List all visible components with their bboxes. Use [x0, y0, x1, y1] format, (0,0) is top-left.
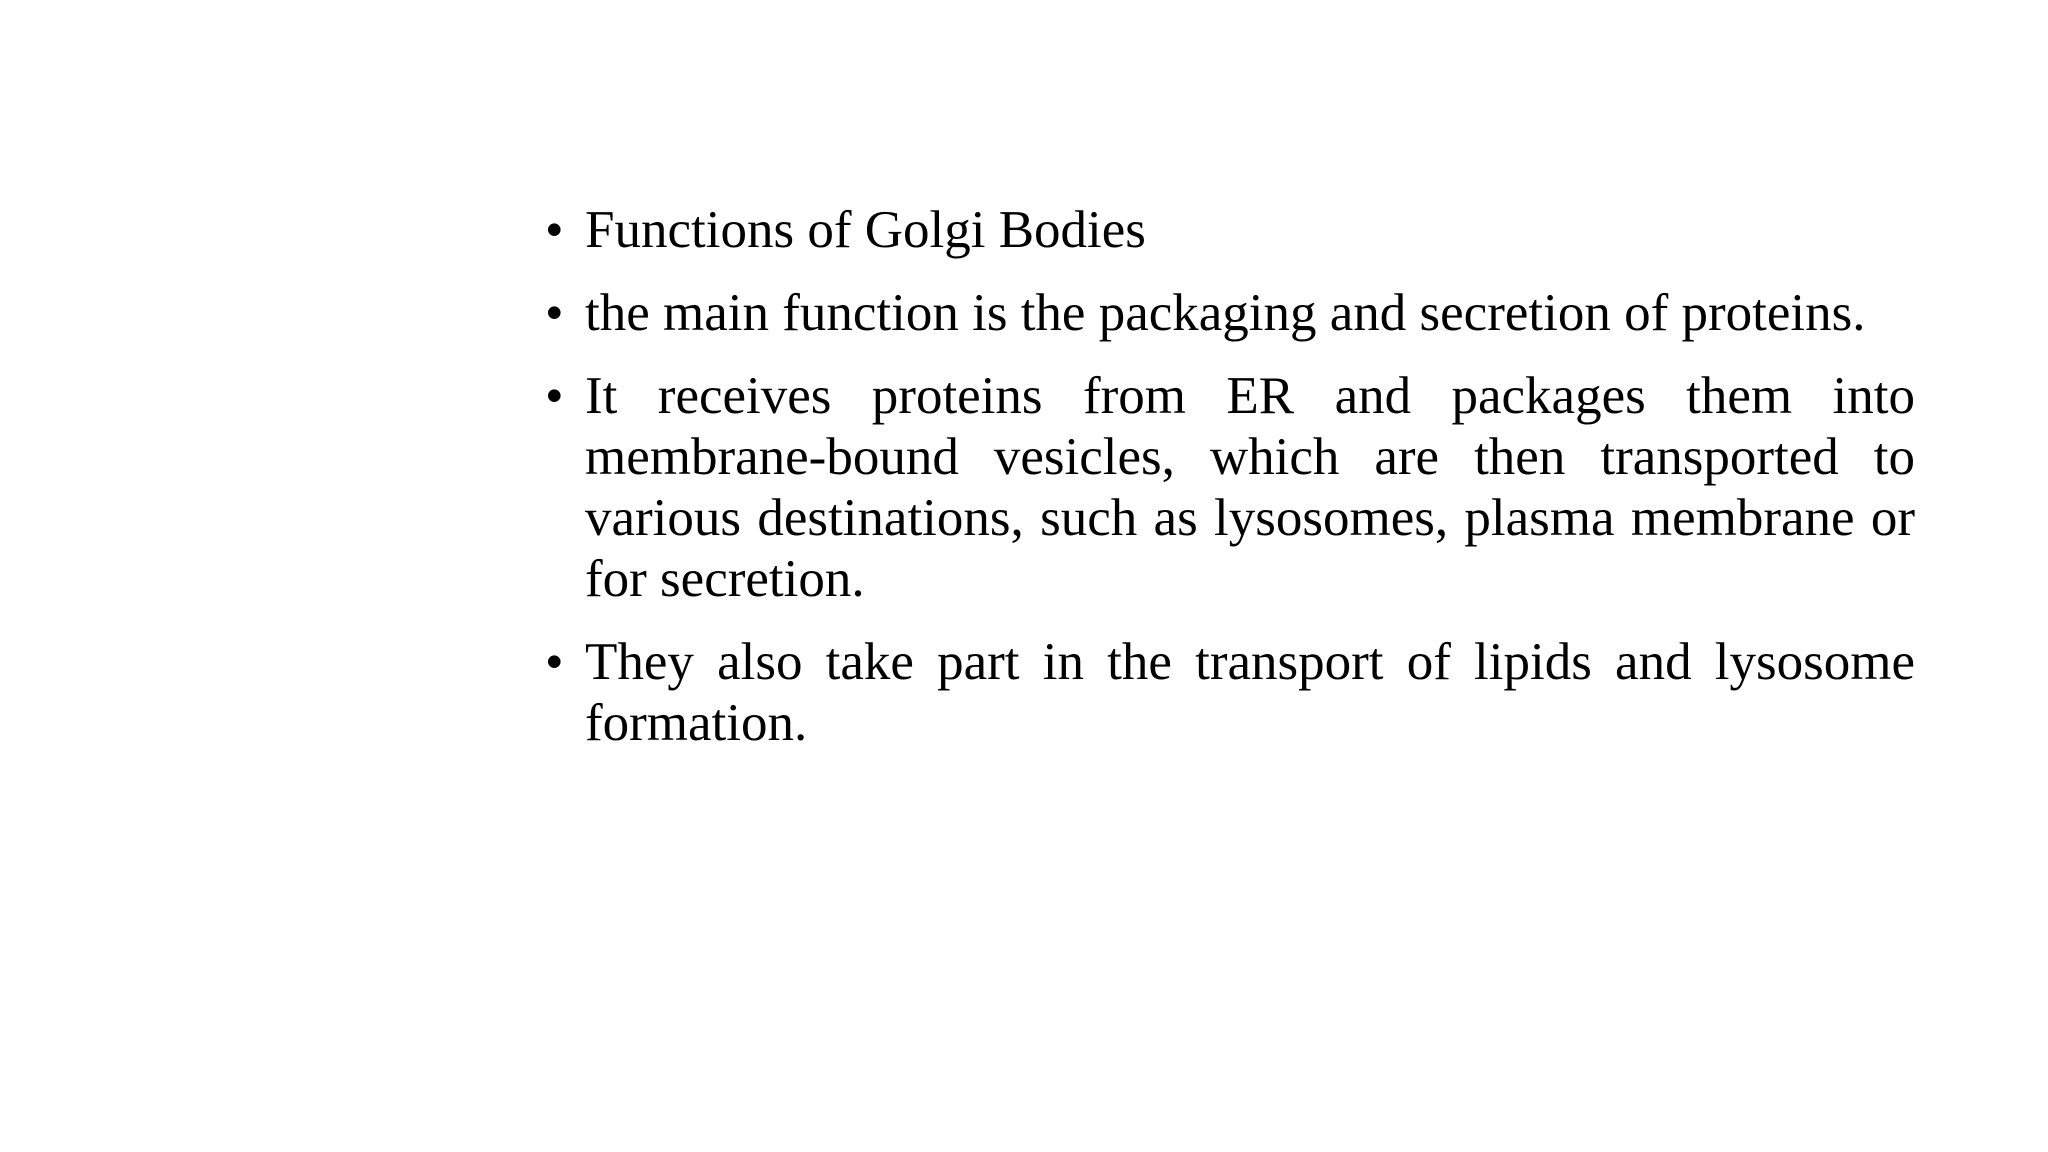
slide-body: [545, 200, 1915, 776]
bullet-icon: •: [545, 284, 564, 342]
bullet-icon: •: [545, 201, 564, 259]
bullet-text: They also take part in the transport of lipids and lysosome formation.: [585, 633, 1915, 752]
bullet-item-main-function: [545, 283, 1915, 344]
bullet-icon: •: [545, 367, 564, 425]
bullet-text: Functions of Golgi Bodies: [585, 201, 1146, 259]
bullet-text: the main function is the packaging and secretion of proteins.: [585, 284, 1866, 342]
bullet-item-heading: [545, 200, 1915, 261]
bullet-list: [545, 200, 1915, 754]
bullet-item-receives-proteins: [545, 366, 1915, 610]
bullet-text: It receives proteins from ER and packages them into membrane-bound vesicles, which are then transported to various destinations, such as lysosomes, plasma membrane or for secretion.: [585, 367, 1915, 608]
bullet-item-lipid-transport: [545, 632, 1915, 754]
bullet-icon: •: [545, 633, 564, 691]
